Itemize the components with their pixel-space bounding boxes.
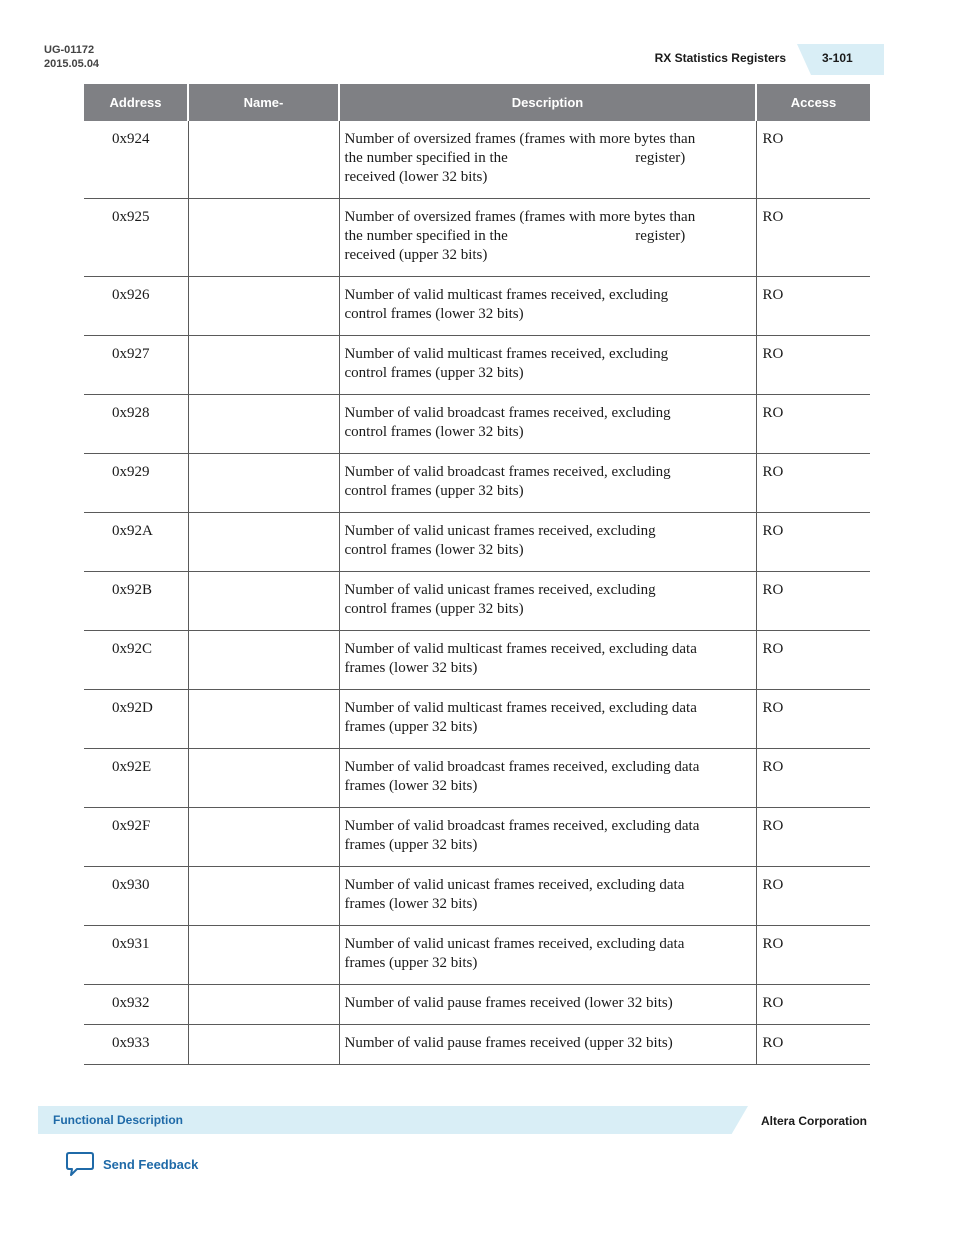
address-value: 0x932	[112, 995, 150, 1011]
description-line: control frames (upper 32 bits)	[344, 483, 524, 499]
access-cell	[756, 395, 870, 454]
access-value: RO	[762, 877, 784, 893]
description-line: received (lower 32 bits)	[344, 169, 488, 185]
access-cell	[756, 690, 870, 749]
description-line: Number of valid broadcast frames received, excluding data	[344, 818, 700, 834]
section-title: RX Statistics Registers	[654, 51, 786, 65]
access-cell	[756, 808, 870, 867]
description-cell	[339, 336, 756, 395]
table-row	[84, 513, 870, 572]
description-line: frames (lower 32 bits)	[344, 778, 478, 794]
table-row	[84, 808, 870, 867]
address-value: 0x933	[112, 1035, 150, 1051]
description-cell	[339, 926, 756, 985]
description-line: Number of valid multicast frames received, excluding data	[344, 641, 697, 657]
name-cell	[188, 985, 339, 1025]
access-value: RO	[762, 995, 784, 1011]
table-row	[84, 199, 870, 277]
description-line: Number of valid multicast frames received, excluding data	[344, 700, 697, 716]
description-line: Number of valid unicast frames received, excluding data	[344, 877, 685, 893]
address-cell	[84, 1025, 188, 1065]
address-value: 0x930	[112, 877, 150, 893]
access-cell	[756, 454, 870, 513]
address-cell	[84, 454, 188, 513]
table-row	[84, 454, 870, 513]
description-line: Number of oversized frames (frames with more bytes than	[344, 209, 696, 225]
description-line: the number specified in the register)	[344, 228, 686, 244]
description-line: frames (upper 32 bits)	[344, 955, 478, 971]
description-line: Number of valid unicast frames received, excluding data	[344, 936, 685, 952]
description-line: frames (upper 32 bits)	[344, 719, 478, 735]
send-feedback-label[interactable]: Send Feedback	[103, 1156, 199, 1172]
address-cell	[84, 572, 188, 631]
name-cell	[188, 749, 339, 808]
table-row	[84, 867, 870, 926]
register-table	[84, 84, 870, 1065]
column-header-address: Address	[84, 84, 188, 121]
address-cell	[84, 690, 188, 749]
access-cell	[756, 867, 870, 926]
access-value: RO	[762, 405, 784, 421]
access-cell	[756, 277, 870, 336]
description-cell	[339, 867, 756, 926]
address-value: 0x92D	[112, 700, 153, 716]
access-value: RO	[762, 759, 784, 775]
description-line: Number of valid broadcast frames received, excluding	[344, 405, 671, 421]
page-number: 3-101	[822, 51, 853, 65]
access-cell	[756, 631, 870, 690]
column-header-name: Name-	[188, 84, 339, 121]
footer-chapter-link[interactable]: Functional Description	[53, 1113, 184, 1127]
description-cell	[339, 395, 756, 454]
name-cell	[188, 199, 339, 277]
table-row	[84, 1025, 870, 1065]
description-line: frames (lower 32 bits)	[344, 660, 478, 676]
description-line: Number of valid unicast frames received, excluding	[344, 523, 656, 539]
name-cell	[188, 631, 339, 690]
description-cell	[339, 121, 756, 199]
address-cell	[84, 199, 188, 277]
name-cell	[188, 513, 339, 572]
description-line: Number of valid pause frames received (lower 32 bits)	[344, 995, 673, 1011]
table-row	[84, 121, 870, 199]
description-line: Number of valid unicast frames received, excluding	[344, 582, 656, 598]
table-header-row	[84, 84, 870, 121]
address-value: 0x925	[112, 209, 150, 225]
address-cell	[84, 336, 188, 395]
access-cell	[756, 1025, 870, 1065]
description-cell	[339, 985, 756, 1025]
table-row	[84, 749, 870, 808]
document-id-block	[44, 43, 99, 71]
description-line: Number of valid pause frames received (upper 32 bits)	[344, 1035, 673, 1051]
description-cell	[339, 1025, 756, 1065]
access-cell	[756, 513, 870, 572]
name-cell	[188, 395, 339, 454]
column-header-description: Description	[339, 84, 756, 121]
access-cell	[756, 572, 870, 631]
table-row	[84, 631, 870, 690]
address-value: 0x92B	[112, 582, 153, 598]
name-cell	[188, 121, 339, 199]
access-cell	[756, 199, 870, 277]
address-value: 0x927	[112, 346, 150, 362]
address-value: 0x92E	[112, 759, 152, 775]
table-row	[84, 690, 870, 749]
description-cell	[339, 631, 756, 690]
description-line: control frames (lower 32 bits)	[344, 424, 524, 440]
access-cell	[756, 121, 870, 199]
description-line: Number of oversized frames (frames with more bytes than	[344, 131, 696, 147]
send-feedback-link[interactable]	[65, 1150, 198, 1178]
description-cell	[339, 277, 756, 336]
address-cell	[84, 926, 188, 985]
description-line: Number of valid broadcast frames received, excluding data	[344, 759, 700, 775]
description-line: control frames (upper 32 bits)	[344, 365, 524, 381]
address-cell	[84, 749, 188, 808]
description-cell	[339, 199, 756, 277]
description-line: received (upper 32 bits)	[344, 247, 488, 263]
address-cell	[84, 631, 188, 690]
address-cell	[84, 395, 188, 454]
access-cell	[756, 985, 870, 1025]
name-cell	[188, 808, 339, 867]
name-cell	[188, 1025, 339, 1065]
address-cell	[84, 985, 188, 1025]
address-value: 0x92C	[112, 641, 153, 657]
address-value: 0x92A	[112, 523, 153, 539]
access-value: RO	[762, 818, 784, 834]
description-cell	[339, 690, 756, 749]
access-value: RO	[762, 346, 784, 362]
address-value: 0x929	[112, 464, 150, 480]
description-line: the number specified in the register)	[344, 150, 686, 166]
address-cell	[84, 277, 188, 336]
access-value: RO	[762, 1035, 784, 1051]
address-value: 0x926	[112, 287, 150, 303]
document-date: 2015.05.04	[44, 58, 100, 70]
description-cell	[339, 454, 756, 513]
access-value: RO	[762, 287, 784, 303]
description-cell	[339, 808, 756, 867]
description-cell	[339, 749, 756, 808]
description-cell	[339, 513, 756, 572]
address-value: 0x924	[112, 131, 150, 147]
column-header-access: Access	[756, 84, 870, 121]
name-cell	[188, 690, 339, 749]
address-value: 0x928	[112, 405, 150, 421]
description-line: frames (lower 32 bits)	[344, 896, 478, 912]
speech-bubble-icon	[65, 1151, 95, 1177]
footer-company: Altera Corporation	[761, 1114, 868, 1128]
access-value: RO	[762, 641, 784, 657]
name-cell	[188, 867, 339, 926]
description-line: Number of valid multicast frames received, excluding	[344, 287, 669, 303]
access-cell	[756, 749, 870, 808]
name-cell	[188, 336, 339, 395]
description-line: control frames (upper 32 bits)	[344, 601, 524, 617]
table-row	[84, 395, 870, 454]
name-cell	[188, 926, 339, 985]
description-line: control frames (lower 32 bits)	[344, 542, 524, 558]
address-cell	[84, 808, 188, 867]
table-row	[84, 572, 870, 631]
description-line: Number of valid broadcast frames received, excluding	[344, 464, 671, 480]
description-line: frames (upper 32 bits)	[344, 837, 478, 853]
address-value: 0x92F	[112, 818, 151, 834]
access-value: RO	[762, 523, 784, 539]
table-row	[84, 985, 870, 1025]
name-cell	[188, 572, 339, 631]
access-cell	[756, 926, 870, 985]
access-value: RO	[762, 936, 784, 952]
name-cell	[188, 277, 339, 336]
table-row	[84, 277, 870, 336]
description-line: Number of valid multicast frames received, excluding	[344, 346, 669, 362]
description-line: control frames (lower 32 bits)	[344, 306, 524, 322]
address-cell	[84, 513, 188, 572]
address-value: 0x931	[112, 936, 150, 952]
access-value: RO	[762, 464, 784, 480]
address-cell	[84, 867, 188, 926]
table-row	[84, 336, 870, 395]
document-id: UG-01172	[44, 44, 95, 56]
description-cell	[339, 572, 756, 631]
address-cell	[84, 121, 188, 199]
access-cell	[756, 336, 870, 395]
table-row	[84, 926, 870, 985]
name-cell	[188, 454, 339, 513]
access-value: RO	[762, 700, 784, 716]
access-value: RO	[762, 131, 784, 147]
access-value: RO	[762, 582, 784, 598]
access-value: RO	[762, 209, 784, 225]
